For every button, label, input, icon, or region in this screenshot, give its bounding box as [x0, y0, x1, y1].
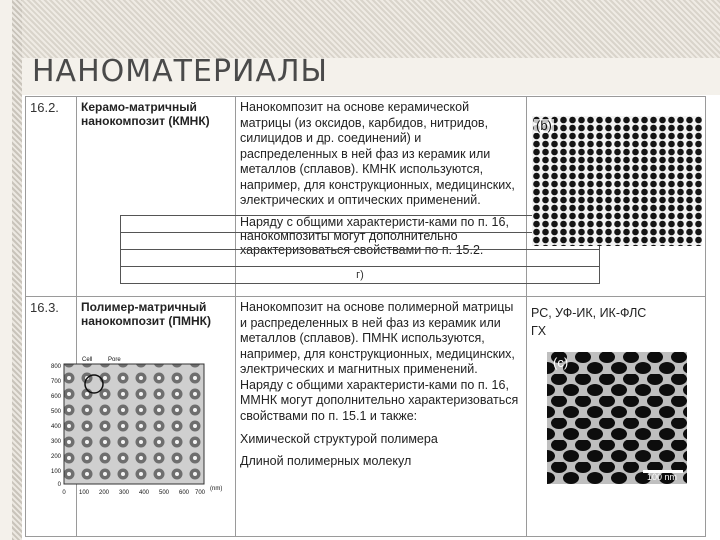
header-decor-band: [22, 0, 720, 58]
y-tick: 0: [57, 482, 61, 488]
polymer-micrograph: [547, 352, 687, 484]
method-line-2: ГХ: [531, 324, 547, 338]
x-tick: 300: [118, 490, 130, 496]
image-label: (b): [536, 118, 552, 133]
material-note: Наряду с общими характеристи-ками по п. 16, нанокомпозиты могут дополнительно характеризоваться свойствами по п. 15.2.: [240, 214, 509, 257]
ceramic-micrograph: [532, 116, 702, 246]
ceramic-micrograph-image: [532, 116, 702, 246]
pore-plot: [42, 354, 222, 504]
material-description: Нанокомпозит на основе полимерной матрицы и распределенных в ней фаз из керамик или металлов (сплавов). ПМНК используются, например, для конструкционных, медицинских, электрических и магнитных применений. Наряду с общими характеристи-ками по п. 16, ММНК могут дополнительно характеризоваться свойствами по п. 15.1 и также:: [240, 300, 519, 423]
legend-cell: Cell: [82, 357, 93, 363]
row-number: 16.3.: [26, 297, 77, 537]
y-tick: 700: [50, 379, 61, 385]
material-name: Керамо-матричный нанокомпозит (КМНК): [81, 100, 210, 128]
x-unit: (nm): [210, 486, 222, 492]
y-tick: 100: [50, 469, 61, 475]
polymer-micrograph-image: [547, 352, 687, 484]
x-tick: 500: [158, 490, 170, 496]
row-number: 16.2.: [26, 97, 77, 297]
sub-grid: [120, 215, 600, 284]
scale-bar-label: 100 nm: [647, 472, 678, 482]
y-tick: 200: [50, 454, 61, 460]
method-line-1: РС, УФ-ИК, ИК-ФЛС: [531, 306, 647, 320]
x-tick: 0: [62, 490, 66, 496]
sub-grid-label: г): [121, 267, 600, 284]
y-tick: 600: [50, 394, 61, 400]
material-name: Полимер-матричный нанокомпозит (ПМНК): [81, 300, 211, 328]
legend-pore: Pore: [108, 357, 121, 363]
image-label: (c): [553, 355, 569, 370]
y-tick: 800: [50, 364, 61, 370]
sub-grid-cell: [121, 233, 600, 250]
extra-property-2: Длиной полимерных молекул: [240, 453, 412, 468]
x-tick: 600: [178, 490, 190, 496]
y-tick: 500: [50, 409, 61, 415]
description-cell: [236, 297, 527, 537]
x-tick: 100: [78, 490, 90, 496]
pore-plot-graphic: [42, 354, 222, 504]
y-tick: 300: [50, 439, 61, 445]
material-description: Нанокомпозит на основе керамической матрицы (из оксидов, карбидов, нитридов, силицидов и др. соединений) и распределенных в ней фаз из керамик или металлов (сплавов). КМНК используются, например, для конструкционных, медицинских, электрических и оптических применений.: [240, 100, 515, 207]
x-tick: 700: [194, 490, 206, 496]
x-tick: 200: [98, 490, 110, 496]
x-tick: 400: [138, 490, 150, 496]
slide-title: НАНОМАТЕРИАЛЫ: [32, 54, 329, 89]
sub-grid-cell: [121, 216, 600, 233]
left-decor-bar: [12, 0, 22, 540]
extra-property-1: Химической структурой полимера: [240, 432, 438, 446]
sub-grid-cell: [121, 250, 600, 267]
y-tick: 400: [50, 424, 61, 430]
